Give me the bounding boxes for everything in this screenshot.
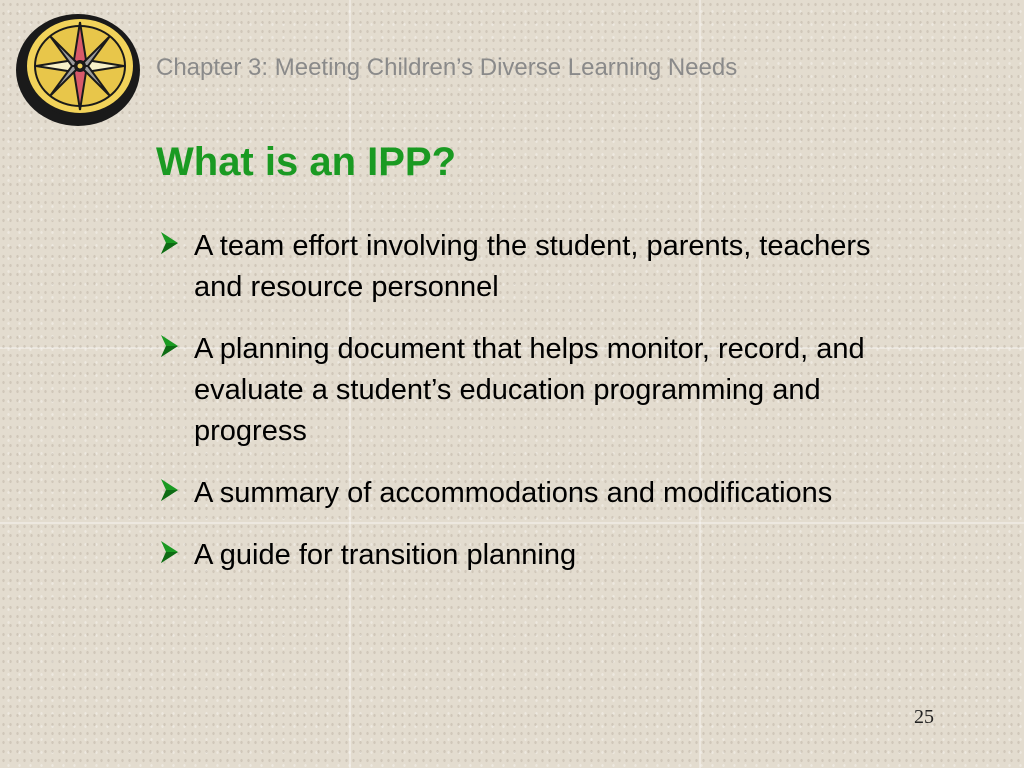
arrow-bullet-icon xyxy=(158,539,180,565)
bullet-text: A team effort involving the student, parents, teachers and resource personnel xyxy=(194,230,871,303)
page-number: 25 xyxy=(914,706,934,728)
arrow-bullet-icon xyxy=(158,230,180,256)
bullet-text: A guide for transition planning xyxy=(194,539,577,571)
compass-rose-icon xyxy=(8,6,146,130)
bullet-item xyxy=(156,329,876,452)
bullet-item xyxy=(156,535,876,576)
bullet-item xyxy=(156,473,876,514)
bullet-text: A summary of accommodations and modifications xyxy=(194,477,833,509)
bullet-item xyxy=(156,226,876,308)
bullet-text: A planning document that helps monitor, record, and evaluate a student’s education programming and progress xyxy=(194,333,865,447)
arrow-bullet-icon xyxy=(158,477,180,503)
bullet-list xyxy=(156,226,876,597)
slide-title: What is an IPP? xyxy=(156,140,457,184)
chapter-heading: Chapter 3: Meeting Children’s Diverse Learning Needs xyxy=(156,54,738,81)
arrow-bullet-icon xyxy=(158,333,180,359)
